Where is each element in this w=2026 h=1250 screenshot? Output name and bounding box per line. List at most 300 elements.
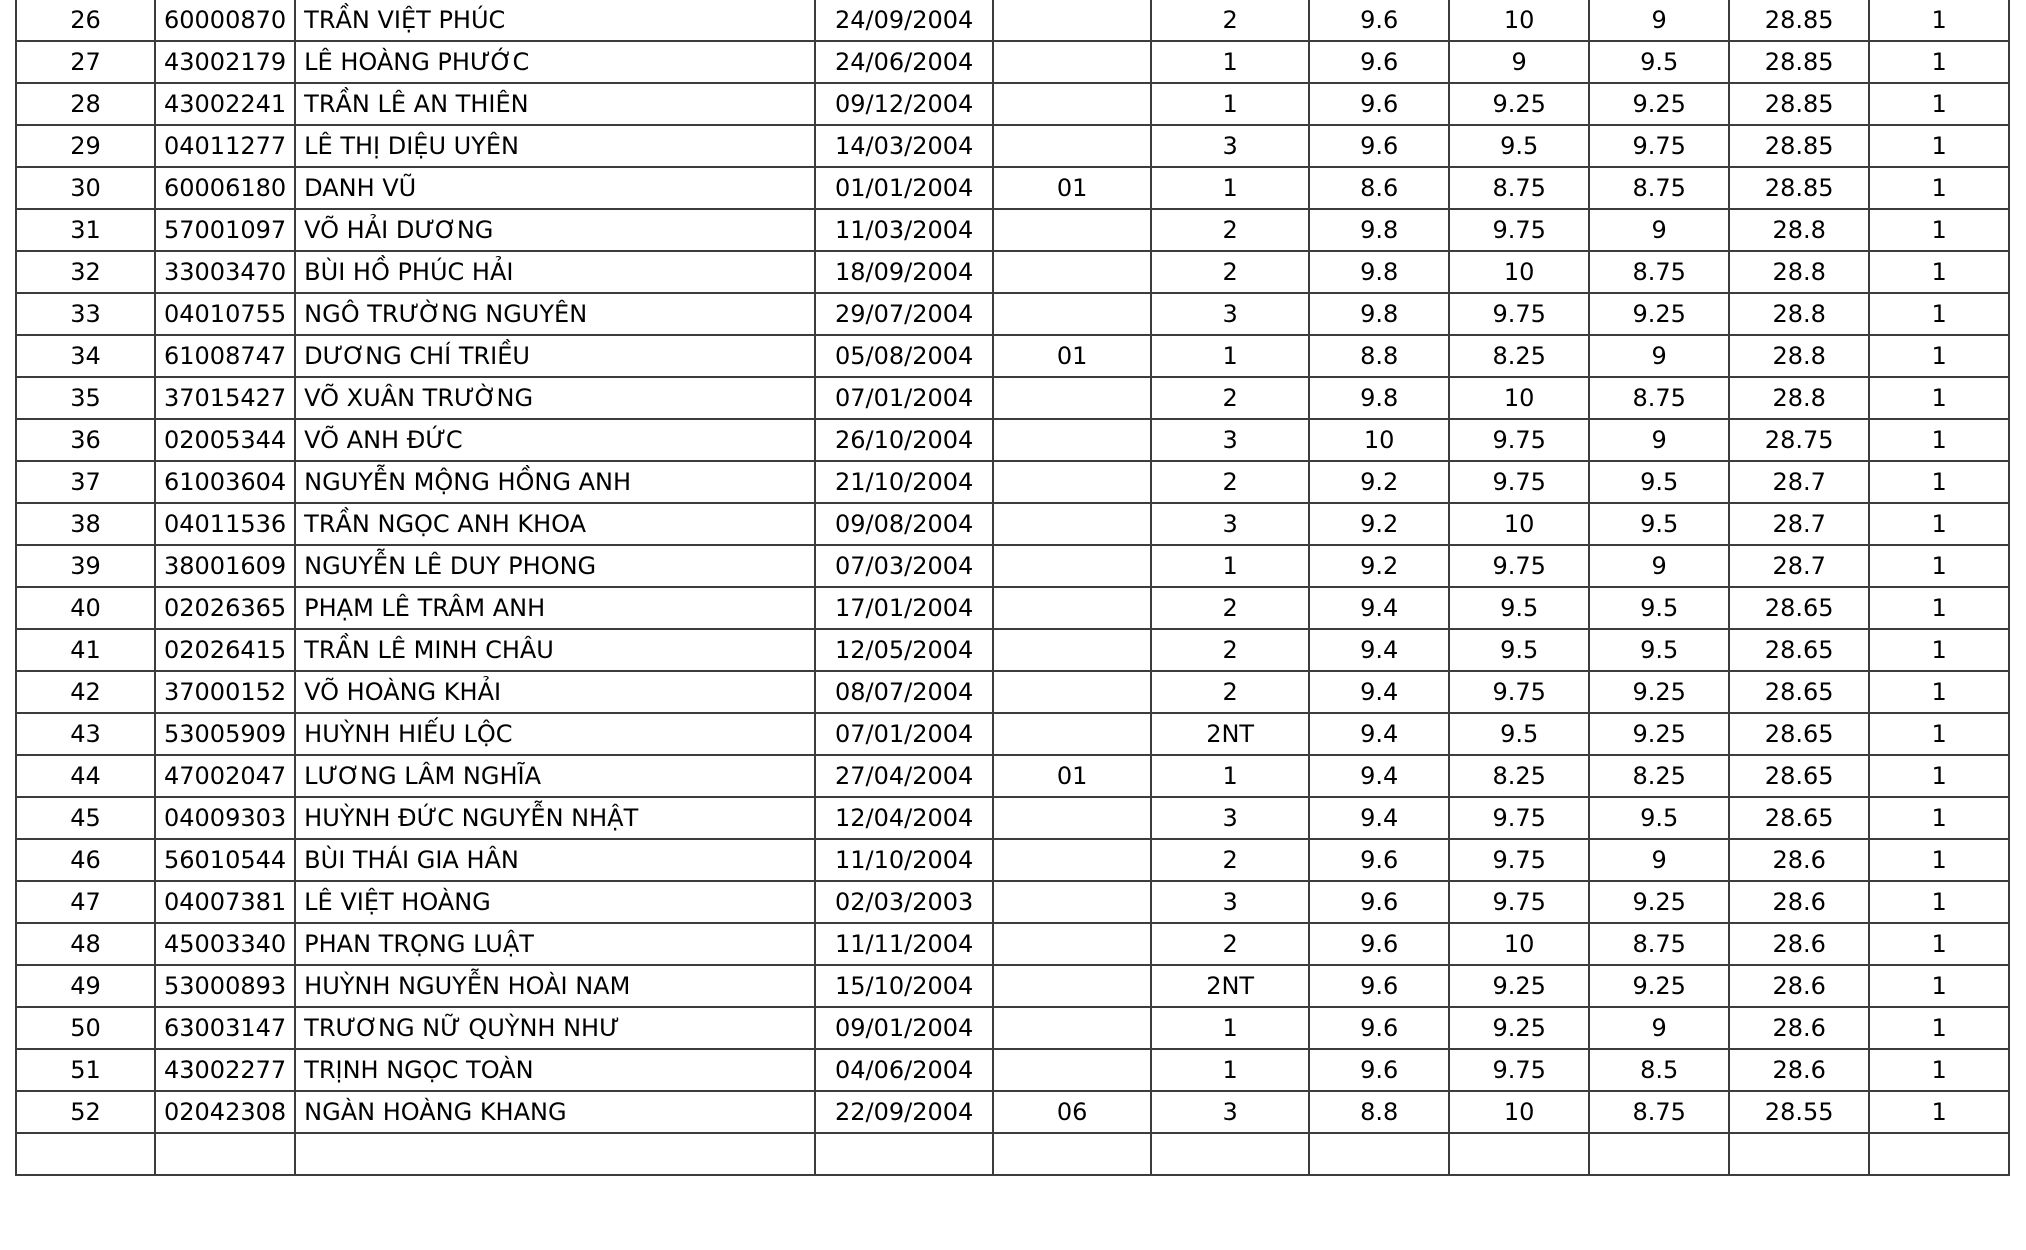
- score-subject-3-cell: 9.5: [1589, 629, 1729, 671]
- candidate-id-cell: 43002179: [155, 41, 295, 83]
- priority-group-cell: [993, 629, 1151, 671]
- birth-date-cell: 01/01/2004: [815, 167, 993, 209]
- score-subject-2-cell: 9.75: [1449, 209, 1589, 251]
- table-row: [16, 125, 2009, 167]
- result-cell: 1: [1869, 251, 2009, 293]
- score-subject-1-cell: 9.6: [1309, 83, 1449, 125]
- total-score-cell: 28.8: [1729, 251, 1869, 293]
- score-subject-2-cell: 8.75: [1449, 167, 1589, 209]
- table-body: [16, 0, 2009, 1175]
- area-cell: 2NT: [1151, 965, 1309, 1007]
- priority-group-cell: [993, 545, 1151, 587]
- birth-date-cell: 24/09/2004: [815, 0, 993, 41]
- table-row: [16, 251, 2009, 293]
- score-subject-1-cell: 8.6: [1309, 167, 1449, 209]
- full-name-cell: VÕ HOÀNG KHẢI: [295, 671, 815, 713]
- priority-group-cell: 01: [993, 167, 1151, 209]
- score-subject-3-cell: 9.25: [1589, 83, 1729, 125]
- score-subject-3-cell: 9.25: [1589, 713, 1729, 755]
- score-subject-3-cell: 8.5: [1589, 1049, 1729, 1091]
- table-row: [16, 1007, 2009, 1049]
- score-subject-3-cell: 9.5: [1589, 41, 1729, 83]
- result-cell: 1: [1869, 923, 2009, 965]
- candidate-id-cell: 43002277: [155, 1049, 295, 1091]
- total-score-cell: 28.8: [1729, 335, 1869, 377]
- table-row: [16, 923, 2009, 965]
- full-name-cell: BÙI THÁI GIA HÂN: [295, 839, 815, 881]
- result-cell: 1: [1869, 545, 2009, 587]
- score-subject-3-cell: 9: [1589, 839, 1729, 881]
- table-row: [16, 755, 2009, 797]
- table-row: [16, 419, 2009, 461]
- result-cell: 1: [1869, 1091, 2009, 1133]
- area-cell: 3: [1151, 125, 1309, 167]
- result-cell: 1: [1869, 839, 2009, 881]
- score-subject-2-cell: 10: [1449, 0, 1589, 41]
- result-cell: 1: [1869, 503, 2009, 545]
- full-name-cell: TRẦN LÊ AN THIÊN: [295, 83, 815, 125]
- candidate-id-cell: 63003147: [155, 1007, 295, 1049]
- score-subject-2-cell: [1449, 1133, 1589, 1175]
- score-subject-2-cell: 10: [1449, 503, 1589, 545]
- score-subject-3-cell: 9: [1589, 419, 1729, 461]
- score-subject-1-cell: 9.6: [1309, 125, 1449, 167]
- table-row: [16, 1091, 2009, 1133]
- row-number-cell: 33: [16, 293, 155, 335]
- table-row: [16, 41, 2009, 83]
- score-subject-3-cell: 8.75: [1589, 167, 1729, 209]
- birth-date-cell: 11/11/2004: [815, 923, 993, 965]
- total-score-cell: 28.8: [1729, 209, 1869, 251]
- priority-group-cell: [993, 1007, 1151, 1049]
- score-subject-1-cell: 9.4: [1309, 755, 1449, 797]
- score-subject-2-cell: 9.75: [1449, 671, 1589, 713]
- candidate-id-cell: 37015427: [155, 377, 295, 419]
- candidate-id-cell: 04011277: [155, 125, 295, 167]
- score-subject-1-cell: 9.6: [1309, 1049, 1449, 1091]
- area-cell: 2: [1151, 629, 1309, 671]
- score-subject-3-cell: 9.25: [1589, 293, 1729, 335]
- area-cell: [1151, 1133, 1309, 1175]
- priority-group-cell: [993, 839, 1151, 881]
- score-subject-2-cell: 10: [1449, 377, 1589, 419]
- score-subject-1-cell: 9.4: [1309, 713, 1449, 755]
- total-score-cell: 28.8: [1729, 293, 1869, 335]
- result-cell: 1: [1869, 335, 2009, 377]
- candidate-id-cell: 02026415: [155, 629, 295, 671]
- area-cell: 1: [1151, 755, 1309, 797]
- area-cell: 2: [1151, 251, 1309, 293]
- score-subject-2-cell: 9.5: [1449, 629, 1589, 671]
- score-subject-1-cell: 9.4: [1309, 629, 1449, 671]
- table-row: [16, 83, 2009, 125]
- candidate-id-cell: 56010544: [155, 839, 295, 881]
- full-name-cell: TRẦN NGỌC ANH KHOA: [295, 503, 815, 545]
- score-subject-3-cell: 8.75: [1589, 251, 1729, 293]
- total-score-cell: 28.65: [1729, 587, 1869, 629]
- total-score-cell: 28.6: [1729, 965, 1869, 1007]
- total-score-cell: 28.85: [1729, 167, 1869, 209]
- row-number-cell: 43: [16, 713, 155, 755]
- score-subject-3-cell: 9.25: [1589, 881, 1729, 923]
- row-number-cell: 30: [16, 167, 155, 209]
- birth-date-cell: 26/10/2004: [815, 419, 993, 461]
- row-number-cell: 39: [16, 545, 155, 587]
- priority-group-cell: [993, 713, 1151, 755]
- total-score-cell: 28.8: [1729, 377, 1869, 419]
- score-subject-1-cell: 9.4: [1309, 587, 1449, 629]
- full-name-cell: VÕ XUÂN TRƯỜNG: [295, 377, 815, 419]
- candidate-id-cell: 61008747: [155, 335, 295, 377]
- row-number-cell: 31: [16, 209, 155, 251]
- score-table: [15, 0, 2010, 1176]
- total-score-cell: 28.85: [1729, 83, 1869, 125]
- score-subject-3-cell: 9.5: [1589, 461, 1729, 503]
- candidate-id-cell: 37000152: [155, 671, 295, 713]
- candidate-id-cell: 04007381: [155, 881, 295, 923]
- candidate-id-cell: 02026365: [155, 587, 295, 629]
- candidate-id-cell: 60000870: [155, 0, 295, 41]
- row-number-cell: 35: [16, 377, 155, 419]
- score-subject-1-cell: 9.6: [1309, 965, 1449, 1007]
- score-subject-2-cell: 9: [1449, 41, 1589, 83]
- candidate-id-cell: [155, 1133, 295, 1175]
- score-subject-1-cell: 9.8: [1309, 293, 1449, 335]
- score-subject-1-cell: 9.6: [1309, 839, 1449, 881]
- full-name-cell: PHAN TRỌNG LUẬT: [295, 923, 815, 965]
- total-score-cell: 28.85: [1729, 41, 1869, 83]
- candidate-id-cell: 47002047: [155, 755, 295, 797]
- full-name-cell: NGÔ TRƯỜNG NGUYÊN: [295, 293, 815, 335]
- birth-date-cell: 14/03/2004: [815, 125, 993, 167]
- birth-date-cell: 21/10/2004: [815, 461, 993, 503]
- row-number-cell: 46: [16, 839, 155, 881]
- candidate-id-cell: 04011536: [155, 503, 295, 545]
- total-score-cell: 28.7: [1729, 545, 1869, 587]
- area-cell: 2: [1151, 377, 1309, 419]
- total-score-cell: 28.85: [1729, 0, 1869, 41]
- full-name-cell: PHẠM LÊ TRÂM ANH: [295, 587, 815, 629]
- total-score-cell: 28.65: [1729, 671, 1869, 713]
- score-subject-3-cell: 9: [1589, 0, 1729, 41]
- result-cell: 1: [1869, 41, 2009, 83]
- priority-group-cell: [993, 125, 1151, 167]
- full-name-cell: LÊ VIỆT HOÀNG: [295, 881, 815, 923]
- full-name-cell: TRẦN LÊ MINH CHÂU: [295, 629, 815, 671]
- score-subject-3-cell: 9.25: [1589, 671, 1729, 713]
- priority-group-cell: [993, 419, 1151, 461]
- priority-group-cell: [993, 923, 1151, 965]
- row-number-cell: 28: [16, 83, 155, 125]
- birth-date-cell: 07/01/2004: [815, 713, 993, 755]
- score-subject-1-cell: 9.6: [1309, 881, 1449, 923]
- table-row: [16, 545, 2009, 587]
- total-score-cell: 28.65: [1729, 755, 1869, 797]
- score-subject-1-cell: 9.4: [1309, 797, 1449, 839]
- total-score-cell: 28.6: [1729, 881, 1869, 923]
- score-subject-1-cell: 9.8: [1309, 209, 1449, 251]
- score-subject-2-cell: 9.25: [1449, 83, 1589, 125]
- full-name-cell: HUỲNH NGUYỄN HOÀI NAM: [295, 965, 815, 1007]
- score-subject-2-cell: 10: [1449, 251, 1589, 293]
- row-number-cell: 44: [16, 755, 155, 797]
- birth-date-cell: 07/01/2004: [815, 377, 993, 419]
- birth-date-cell: 09/01/2004: [815, 1007, 993, 1049]
- score-subject-1-cell: 8.8: [1309, 335, 1449, 377]
- candidate-id-cell: 02042308: [155, 1091, 295, 1133]
- score-subject-1-cell: 9.6: [1309, 0, 1449, 41]
- priority-group-cell: [993, 461, 1151, 503]
- result-cell: [1869, 1133, 2009, 1175]
- area-cell: 2: [1151, 839, 1309, 881]
- table-row: [16, 167, 2009, 209]
- score-subject-2-cell: 8.25: [1449, 755, 1589, 797]
- row-number-cell: 42: [16, 671, 155, 713]
- area-cell: 2NT: [1151, 713, 1309, 755]
- row-number-cell: 45: [16, 797, 155, 839]
- priority-group-cell: [993, 965, 1151, 1007]
- score-subject-2-cell: 9.75: [1449, 545, 1589, 587]
- score-subject-2-cell: 9.5: [1449, 125, 1589, 167]
- row-number-cell: 29: [16, 125, 155, 167]
- birth-date-cell: [815, 1133, 993, 1175]
- score-subject-1-cell: 9.4: [1309, 671, 1449, 713]
- priority-group-cell: [993, 377, 1151, 419]
- candidate-id-cell: 43002241: [155, 83, 295, 125]
- birth-date-cell: 15/10/2004: [815, 965, 993, 1007]
- score-subject-2-cell: 9.75: [1449, 881, 1589, 923]
- row-number-cell: 47: [16, 881, 155, 923]
- full-name-cell: NGUYỄN MỘNG HỒNG ANH: [295, 461, 815, 503]
- birth-date-cell: 09/12/2004: [815, 83, 993, 125]
- row-number-cell: 52: [16, 1091, 155, 1133]
- row-number-cell: 40: [16, 587, 155, 629]
- score-subject-3-cell: 9: [1589, 545, 1729, 587]
- result-cell: 1: [1869, 797, 2009, 839]
- area-cell: 3: [1151, 797, 1309, 839]
- score-subject-1-cell: 9.6: [1309, 923, 1449, 965]
- score-subject-2-cell: 10: [1449, 923, 1589, 965]
- total-score-cell: 28.6: [1729, 1049, 1869, 1091]
- priority-group-cell: 01: [993, 755, 1151, 797]
- birth-date-cell: 12/05/2004: [815, 629, 993, 671]
- birth-date-cell: 11/03/2004: [815, 209, 993, 251]
- row-number-cell: 41: [16, 629, 155, 671]
- birth-date-cell: 08/07/2004: [815, 671, 993, 713]
- score-subject-1-cell: 9.6: [1309, 1007, 1449, 1049]
- priority-group-cell: [993, 1049, 1151, 1091]
- area-cell: 2: [1151, 0, 1309, 41]
- result-cell: 1: [1869, 377, 2009, 419]
- score-subject-1-cell: 8.8: [1309, 1091, 1449, 1133]
- result-cell: 1: [1869, 293, 2009, 335]
- total-score-cell: 28.7: [1729, 503, 1869, 545]
- birth-date-cell: 17/01/2004: [815, 587, 993, 629]
- full-name-cell: NGUYỄN LÊ DUY PHONG: [295, 545, 815, 587]
- table-row: [16, 713, 2009, 755]
- candidate-id-cell: 38001609: [155, 545, 295, 587]
- table-row: [16, 797, 2009, 839]
- score-subject-3-cell: 8.25: [1589, 755, 1729, 797]
- result-cell: 1: [1869, 713, 2009, 755]
- result-cell: 1: [1869, 671, 2009, 713]
- result-cell: 1: [1869, 83, 2009, 125]
- total-score-cell: 28.65: [1729, 713, 1869, 755]
- score-subject-1-cell: 9.8: [1309, 251, 1449, 293]
- score-subject-2-cell: 9.25: [1449, 965, 1589, 1007]
- score-subject-2-cell: 9.75: [1449, 839, 1589, 881]
- birth-date-cell: 22/09/2004: [815, 1091, 993, 1133]
- priority-group-cell: [993, 587, 1151, 629]
- area-cell: 1: [1151, 1049, 1309, 1091]
- priority-group-cell: [993, 797, 1151, 839]
- score-subject-3-cell: 8.75: [1589, 923, 1729, 965]
- full-name-cell: DƯƠNG CHÍ TRIỀU: [295, 335, 815, 377]
- area-cell: 2: [1151, 461, 1309, 503]
- score-subject-3-cell: 9.5: [1589, 797, 1729, 839]
- table-row: [16, 461, 2009, 503]
- table-row: [16, 503, 2009, 545]
- priority-group-cell: [993, 671, 1151, 713]
- table-row: [16, 377, 2009, 419]
- priority-group-cell: 06: [993, 1091, 1151, 1133]
- result-cell: 1: [1869, 755, 2009, 797]
- area-cell: 3: [1151, 503, 1309, 545]
- area-cell: 2: [1151, 923, 1309, 965]
- birth-date-cell: 09/08/2004: [815, 503, 993, 545]
- priority-group-cell: [993, 83, 1151, 125]
- full-name-cell: TRỊNH NGỌC TOÀN: [295, 1049, 815, 1091]
- result-cell: 1: [1869, 167, 2009, 209]
- candidate-id-cell: 60006180: [155, 167, 295, 209]
- table-row: [16, 587, 2009, 629]
- total-score-cell: 28.65: [1729, 797, 1869, 839]
- area-cell: 1: [1151, 545, 1309, 587]
- candidate-id-cell: 61003604: [155, 461, 295, 503]
- table-row: [16, 629, 2009, 671]
- area-cell: 3: [1151, 419, 1309, 461]
- result-cell: 1: [1869, 209, 2009, 251]
- score-subject-1-cell: 10: [1309, 419, 1449, 461]
- candidate-id-cell: 04009303: [155, 797, 295, 839]
- birth-date-cell: 12/04/2004: [815, 797, 993, 839]
- birth-date-cell: 24/06/2004: [815, 41, 993, 83]
- result-cell: 1: [1869, 461, 2009, 503]
- candidate-id-cell: 04010755: [155, 293, 295, 335]
- row-number-cell: 27: [16, 41, 155, 83]
- full-name-cell: NGÀN HOÀNG KHANG: [295, 1091, 815, 1133]
- score-subject-3-cell: 9: [1589, 209, 1729, 251]
- full-name-cell: HUỲNH HIẾU LỘC: [295, 713, 815, 755]
- area-cell: 1: [1151, 335, 1309, 377]
- full-name-cell: VÕ ANH ĐỨC: [295, 419, 815, 461]
- area-cell: 3: [1151, 293, 1309, 335]
- priority-group-cell: [993, 503, 1151, 545]
- score-subject-1-cell: 9.8: [1309, 377, 1449, 419]
- priority-group-cell: 01: [993, 335, 1151, 377]
- score-subject-1-cell: 9.2: [1309, 545, 1449, 587]
- result-cell: 1: [1869, 1049, 2009, 1091]
- score-subject-1-cell: 9.2: [1309, 503, 1449, 545]
- result-cell: 1: [1869, 587, 2009, 629]
- row-number-cell: 38: [16, 503, 155, 545]
- birth-date-cell: 07/03/2004: [815, 545, 993, 587]
- result-cell: 1: [1869, 965, 2009, 1007]
- result-cell: 1: [1869, 1007, 2009, 1049]
- area-cell: 1: [1151, 1007, 1309, 1049]
- row-number-cell: 48: [16, 923, 155, 965]
- row-number-cell: 37: [16, 461, 155, 503]
- full-name-cell: TRẦN VIỆT PHÚC: [295, 0, 815, 41]
- total-score-cell: 28.6: [1729, 1007, 1869, 1049]
- table-row: [16, 1049, 2009, 1091]
- total-score-cell: [1729, 1133, 1869, 1175]
- full-name-cell: LÊ THỊ DIỆU UYÊN: [295, 125, 815, 167]
- table-row: [16, 335, 2009, 377]
- candidate-id-cell: 57001097: [155, 209, 295, 251]
- table-row: [16, 209, 2009, 251]
- score-subject-2-cell: 9.75: [1449, 1049, 1589, 1091]
- score-subject-3-cell: 9: [1589, 1007, 1729, 1049]
- score-subject-3-cell: 9.5: [1589, 503, 1729, 545]
- score-subject-2-cell: 9.75: [1449, 293, 1589, 335]
- area-cell: 1: [1151, 83, 1309, 125]
- score-subject-1-cell: 9.6: [1309, 41, 1449, 83]
- candidate-id-cell: 53000893: [155, 965, 295, 1007]
- birth-date-cell: 11/10/2004: [815, 839, 993, 881]
- score-subject-2-cell: 9.25: [1449, 1007, 1589, 1049]
- priority-group-cell: [993, 881, 1151, 923]
- result-cell: 1: [1869, 881, 2009, 923]
- table-row: [16, 1133, 2009, 1175]
- score-subject-3-cell: 9.25: [1589, 965, 1729, 1007]
- score-subject-3-cell: 9: [1589, 335, 1729, 377]
- score-subject-3-cell: 9.5: [1589, 587, 1729, 629]
- area-cell: 2: [1151, 209, 1309, 251]
- candidate-id-cell: 02005344: [155, 419, 295, 461]
- birth-date-cell: 29/07/2004: [815, 293, 993, 335]
- priority-group-cell: [993, 293, 1151, 335]
- row-number-cell: 26: [16, 0, 155, 41]
- total-score-cell: 28.75: [1729, 419, 1869, 461]
- candidate-id-cell: 33003470: [155, 251, 295, 293]
- table-row: [16, 293, 2009, 335]
- row-number-cell: 34: [16, 335, 155, 377]
- total-score-cell: 28.7: [1729, 461, 1869, 503]
- row-number-cell: 51: [16, 1049, 155, 1091]
- row-number-cell: 36: [16, 419, 155, 461]
- full-name-cell: [295, 1133, 815, 1175]
- full-name-cell: HUỲNH ĐỨC NGUYỄN NHẬT: [295, 797, 815, 839]
- score-subject-3-cell: 8.75: [1589, 377, 1729, 419]
- priority-group-cell: [993, 41, 1151, 83]
- table-row: [16, 965, 2009, 1007]
- full-name-cell: LƯƠNG LÂM NGHĨA: [295, 755, 815, 797]
- priority-group-cell: [993, 251, 1151, 293]
- full-name-cell: BÙI HỒ PHÚC HẢI: [295, 251, 815, 293]
- table-row: [16, 671, 2009, 713]
- result-cell: 1: [1869, 629, 2009, 671]
- score-subject-3-cell: 9.75: [1589, 125, 1729, 167]
- priority-group-cell: [993, 1133, 1151, 1175]
- area-cell: 2: [1151, 587, 1309, 629]
- score-subject-1-cell: [1309, 1133, 1449, 1175]
- score-subject-2-cell: 9.75: [1449, 797, 1589, 839]
- result-cell: 1: [1869, 125, 2009, 167]
- row-number-cell: 32: [16, 251, 155, 293]
- priority-group-cell: [993, 0, 1151, 41]
- score-subject-2-cell: 9.5: [1449, 587, 1589, 629]
